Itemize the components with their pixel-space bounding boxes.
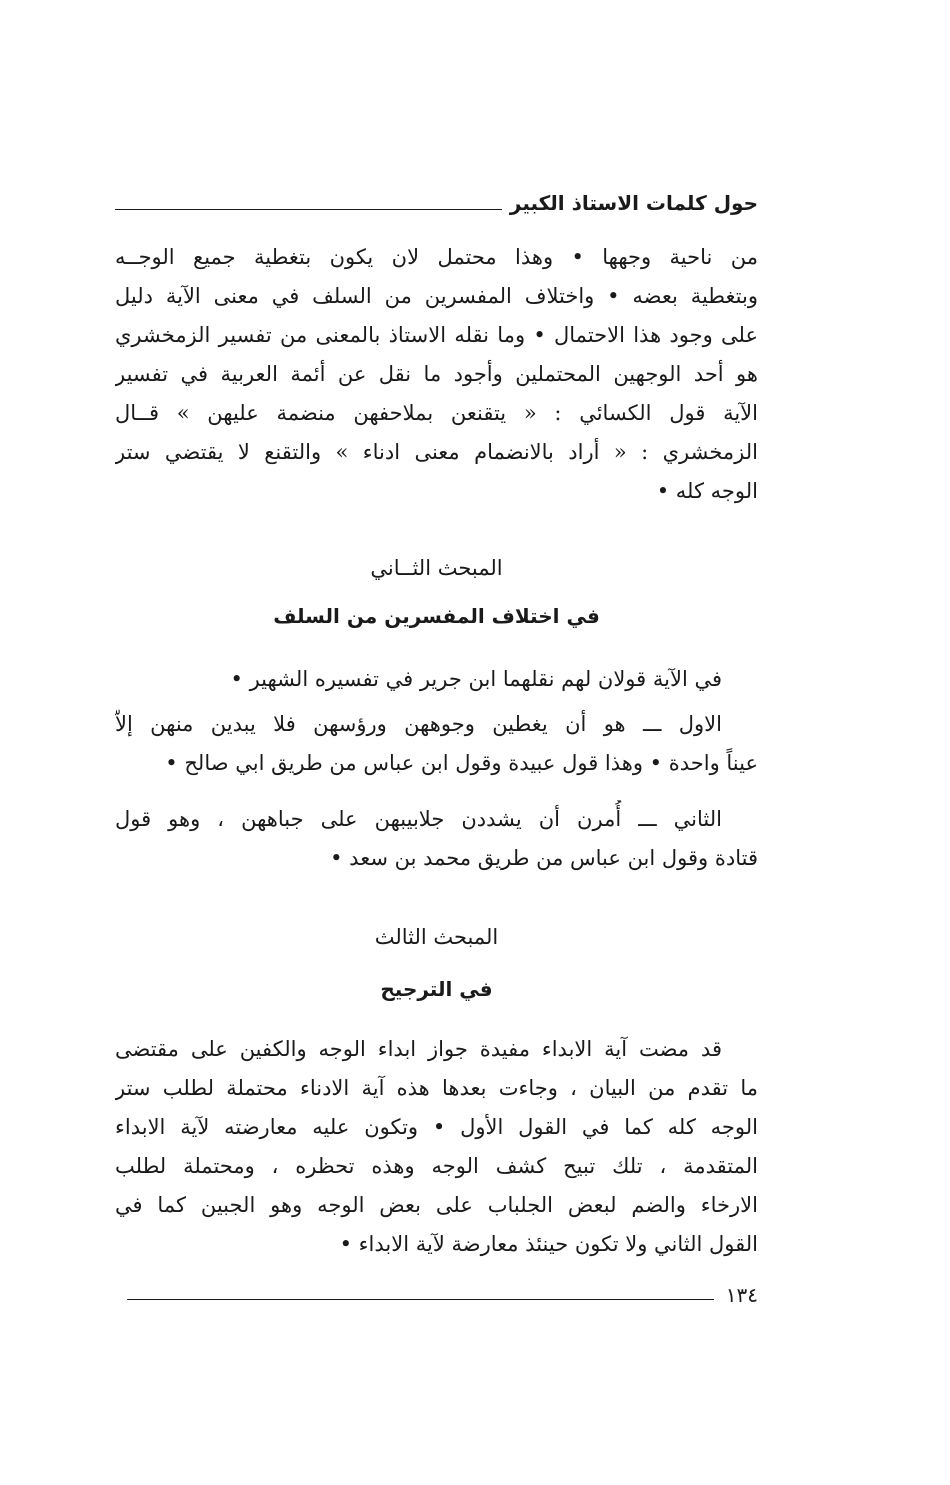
footer-rule: [127, 1299, 714, 1300]
section-3-label: المبحث الثالث: [374, 925, 499, 949]
section-3-title: في الترجيح: [380, 977, 493, 1001]
paragraph-2: [115, 660, 758, 699]
text-line: الزمخشري : « أراد بالانضمام معنى ادناء » والتقنع لا يقتضي ستر: [115, 440, 758, 464]
text-line: المتقدمة ، تلك تبيح كشف الوجه وهذه تحظره ، ومحتملة لطلب: [115, 1154, 758, 1178]
paragraph-1: [115, 238, 758, 511]
text-line: القول الثاني ولا تكون حينئذ معارضة لآية الابداء •: [339, 1232, 758, 1256]
text-line: على وجود هذا الاحتمال • وما نقله الاستاذ بالمعنى من تفسير الزمخشري: [115, 323, 758, 347]
text-line: من ناحية وجهها • وهذا محتمل لان يكون بتغطية جميع الوجــه: [115, 245, 758, 269]
text-line: الوجه كله كما في القول الأول • وتكون عليه معارضته لآية الابداء: [115, 1115, 758, 1139]
text-line: ما تقدم من البيان ، وجاءت بعدها هذه آية الادناء محتملة لطلب ستر: [115, 1076, 758, 1100]
text-line: الآية قول الكسائي : « يتقنعن بملاحفهن منضمة عليهن » قــال: [115, 401, 758, 425]
text-line: الاول ـــ هو أن يغطين وجوههن ورؤسهن فلا يبدين منهن إلاّ: [115, 712, 722, 736]
running-header-title: حول كلمات الاستاذ الكبير: [509, 191, 758, 215]
section-2-label: المبحث الثــاني: [370, 556, 503, 580]
text-line: الوجه كله •: [656, 479, 758, 503]
text-line: الارخاء والضم لبعض الجلباب على بعض الوجه وهو الجبين كما في: [115, 1193, 758, 1217]
paragraph-5: [115, 1030, 758, 1264]
page-footer: [127, 1280, 758, 1310]
text-line: قتادة وقول ابن عباس من طريق محمد بن سعد •: [330, 846, 758, 870]
page-number: ١٣٤: [725, 1283, 758, 1307]
section-2-title: في اختلاف المفسرين من السلف: [273, 604, 600, 628]
running-header: [115, 180, 758, 216]
header-rule: [115, 209, 502, 210]
text-line: وبتغطية بعضه • واختلاف المفسرين من السلف في معنى الآية دليل: [115, 284, 758, 308]
text-line: في الآية قولان لهم نقلهما ابن جرير في تفسيره الشهير •: [230, 667, 722, 691]
text-line: قد مضت آية الابداء مفيدة جواز ابداء الوجه والكفين على مقتضى: [115, 1037, 722, 1061]
text-line: الثاني ـــ أُمرن أن يشددن جلابيبهن على جباههن ، وهو قول: [115, 807, 722, 831]
paragraph-4: [115, 800, 758, 878]
text-line: هو أحد الوجهين المحتملين وأجود ما نقل عن أئمة العربية في تفسير: [115, 362, 758, 386]
paragraph-3: [115, 705, 758, 783]
text-line: عيناً واحدة • وهذا قول عبيدة وقول ابن عباس من طريق ابي صالح •: [165, 751, 758, 775]
